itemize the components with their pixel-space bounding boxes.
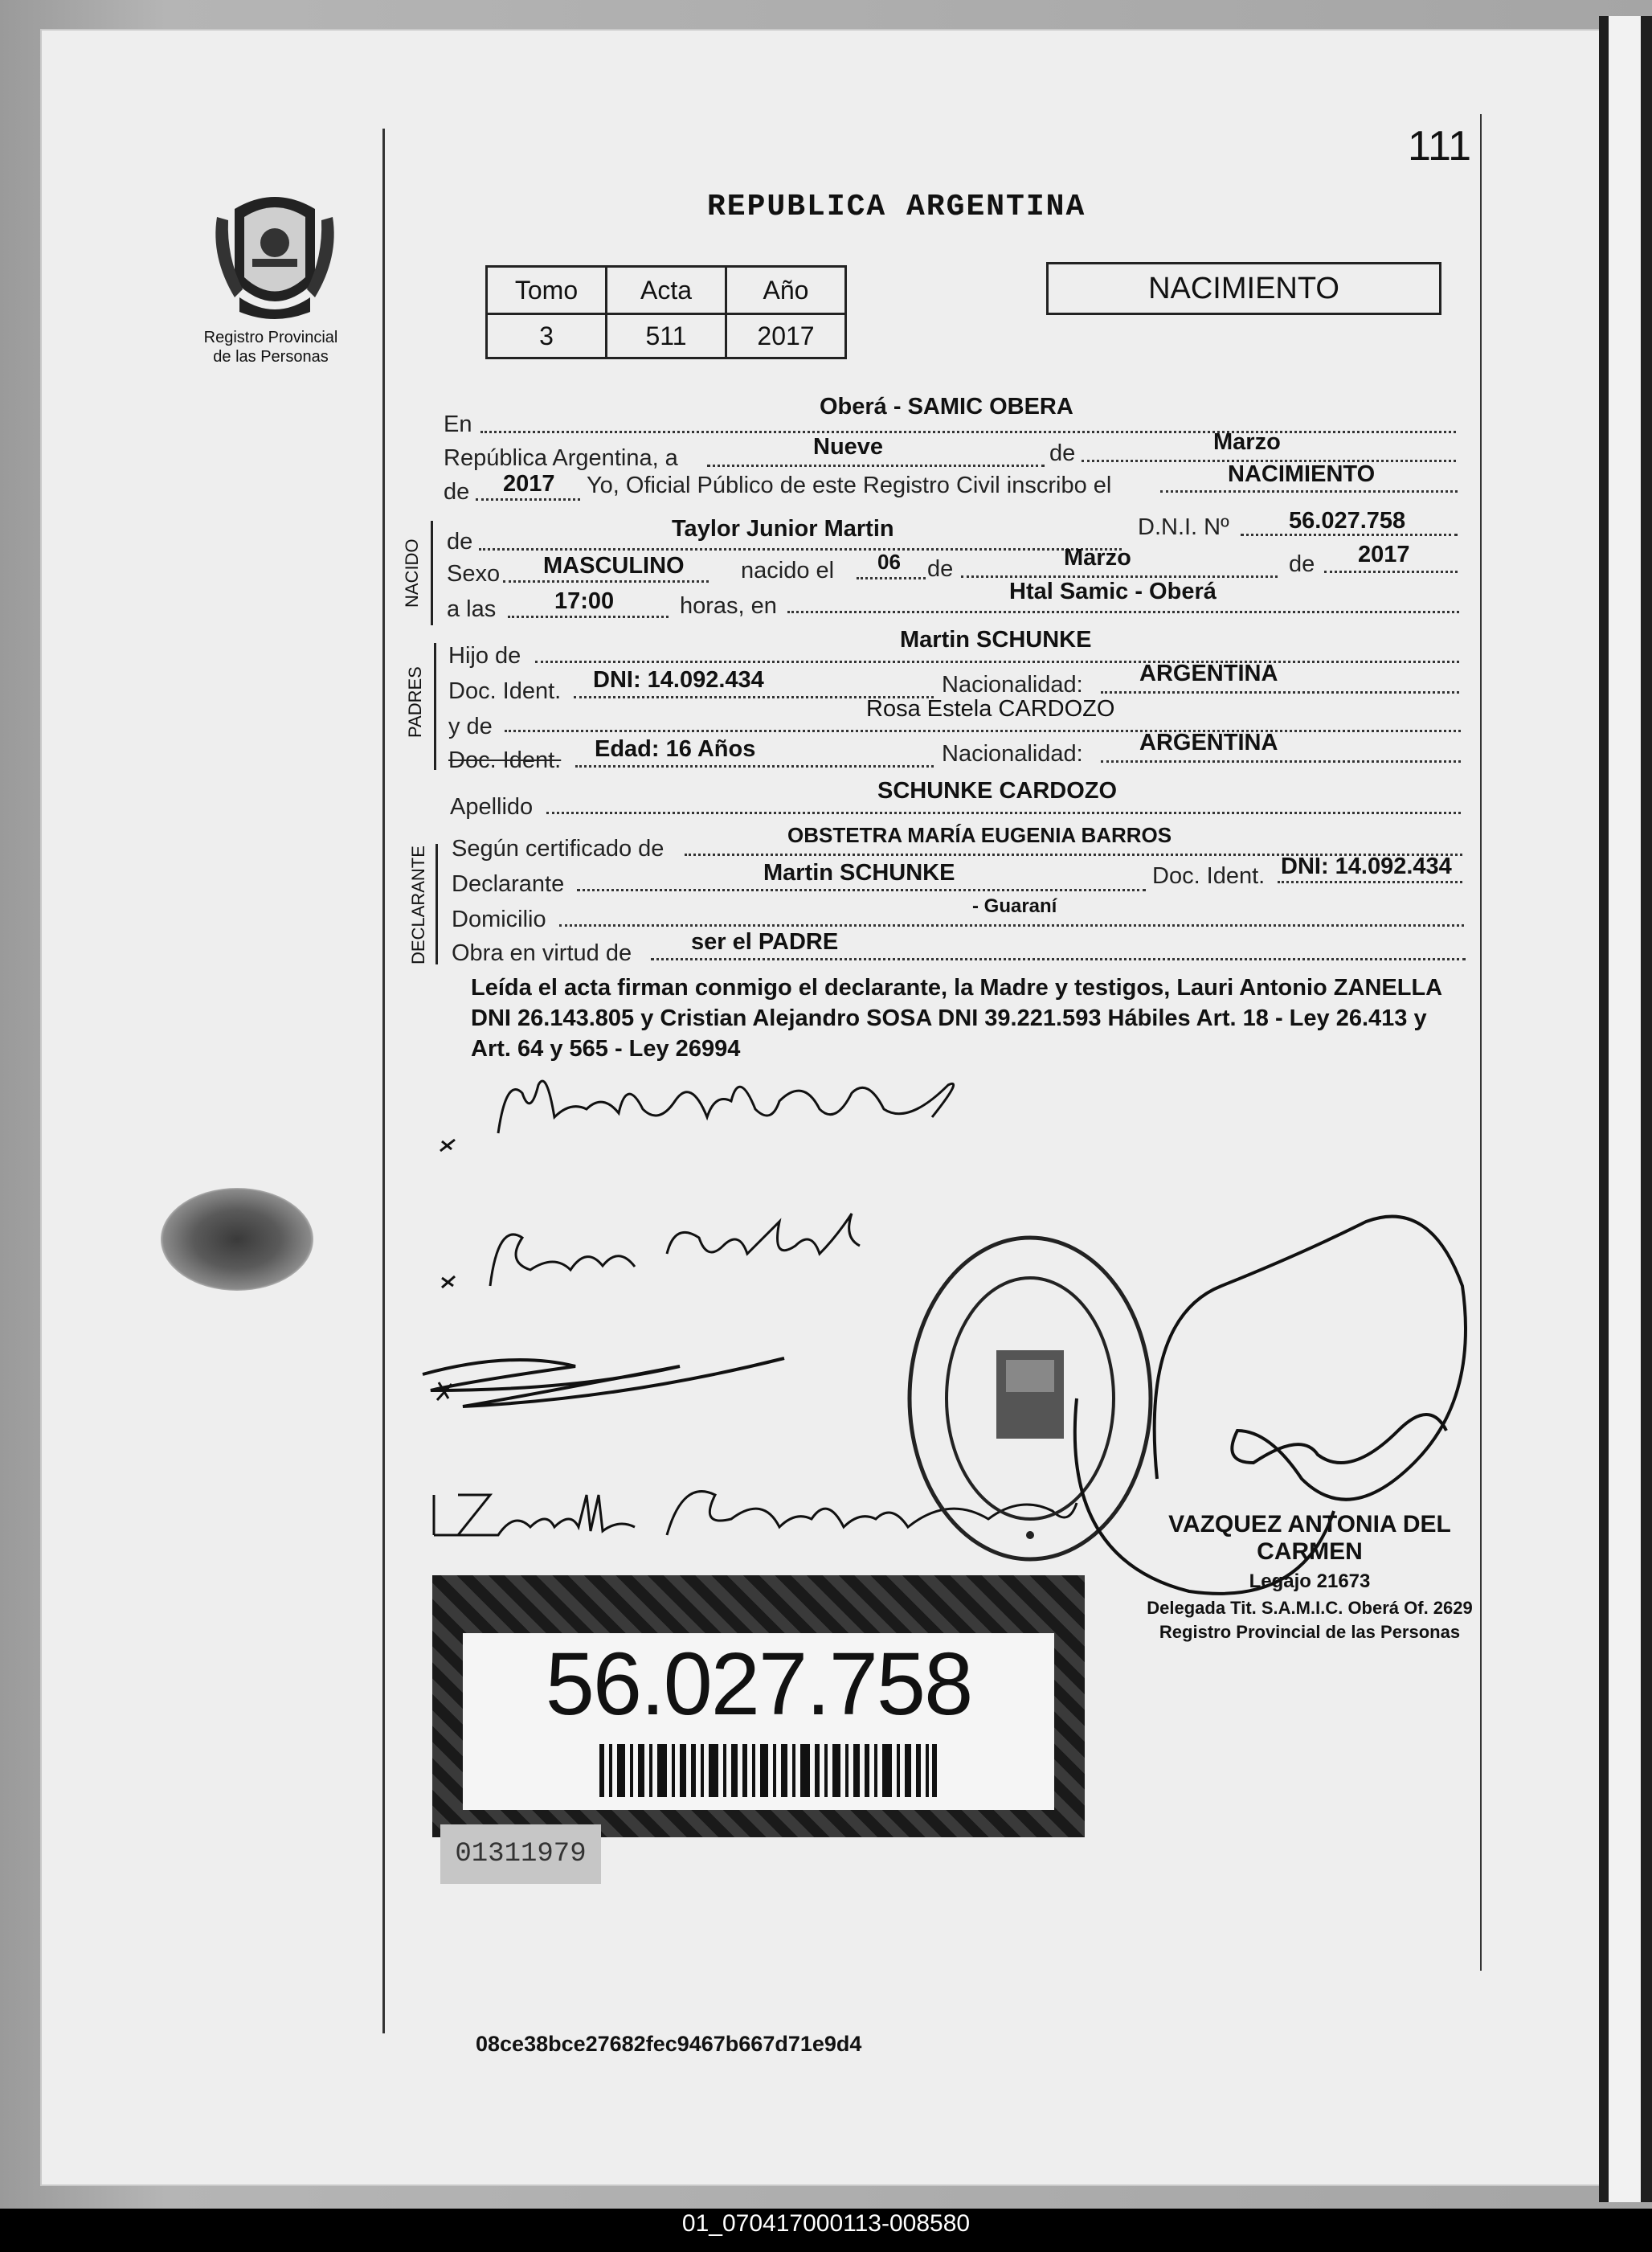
ref-header-tomo: Tomo [487,267,607,314]
time-value: 17:00 [554,588,615,614]
name-label: de [447,529,473,555]
father-value: Martin SCHUNKE [900,627,1092,653]
mother-doc-label: Doc. Ident. [448,747,562,773]
obra-label: Obra en virtud de [452,940,632,966]
sticker-label [463,1633,1054,1810]
day-dots [707,465,1045,467]
horas-label: horas, en [680,593,777,619]
ref-value-tomo: 3 [487,314,607,358]
time-dots [508,616,669,618]
place-dots [787,611,1459,613]
apellido-value: SCHUNKE CARDOZO [877,778,1118,804]
control-number: 01311979 [440,1824,601,1884]
officer-title: Delegada Tit. S.A.M.I.C. Oberá Of. 2629 [1147,1598,1473,1618]
country-title: REPUBLICA ARGENTINA [707,190,1086,224]
ref-header-ano: Año [726,267,846,314]
dni-value: 56.027.758 [1289,508,1406,534]
declarante-dots [577,889,1146,891]
birth-month: Marzo [1064,545,1131,571]
decl-doc-value: DNI: 14.092.434 [1281,854,1452,879]
document-hash: 08ce38bce27682fec9467b667d71e9d4 [476,2032,862,2056]
declarante-value: Martin SCHUNKE [763,860,955,886]
inscribo-dots [1160,490,1458,493]
reference-table [485,265,847,359]
obra-value: ser el PADRE [691,929,839,955]
day-value: Nueve [813,434,884,460]
doc-ident-label: Doc. Ident. [448,678,562,704]
inscribo-value: NACIMIENTO [1228,461,1376,487]
officer-office: Registro Provincial de las Personas [1159,1622,1461,1642]
name-value: Taylor Junior Martin [672,516,894,542]
year-prefix-label: de [444,479,470,505]
office-line-2: de las Personas [213,348,329,366]
mother-nat-dots [1101,760,1461,763]
domicilio-value: - Guaraní [972,895,1057,917]
page-number: 111 [1408,123,1472,170]
obra-dots [651,958,1466,960]
nacido-bracket [431,521,433,625]
coat-of-arms-icon [211,185,339,321]
en-label: En [444,412,472,437]
a-las-label: a las [447,596,497,622]
mother-dots [505,730,1461,732]
republica-label: República Argentina, a [444,445,678,471]
nacido-el-label: nacido el [741,558,835,583]
decl-doc-dots [1278,881,1462,883]
year-dots [476,498,580,501]
father-dots [535,661,1459,663]
barcode-icon [599,1744,937,1797]
nacionalidad-label: Nacionalidad: [942,672,1083,698]
domicilio-dots [559,924,1464,927]
registration-sticker [432,1575,1085,1837]
act-type-box: NACIMIENTO [1046,262,1441,315]
officer-legajo: Legajo 21673 [1249,1570,1371,1592]
declarante-label: Declarante [452,871,565,897]
registration-number: 56.027.758 [545,1635,972,1734]
apellido-label: Apellido [450,794,534,820]
father-nat: ARGENTINA [1139,661,1278,686]
declarante-section-label: DECLARANTE [408,846,428,964]
birth-month-dots [961,575,1278,578]
en-value: Oberá - SAMIC OBERA [820,394,1073,420]
officer-stamp [1125,1511,1495,1643]
place-value: Htal Samic - Oberá [1009,579,1217,604]
birth-day-dots [857,577,926,579]
father-signature [434,1045,996,1173]
mother-nat: ARGENTINA [1139,730,1278,755]
certificado-label: Según certificado de [452,836,664,862]
mother-signature [434,1189,884,1302]
witness-1-signature [415,1334,800,1415]
padres-bracket [434,643,436,770]
right-margin-rule [1480,114,1482,1971]
declarante-bracket [435,844,438,964]
mother-doc-dots [575,765,934,768]
certificado-value: OBSTETRA MARÍA EUGENIA BARROS [787,823,1172,847]
father-doc: DNI: 14.092.434 [593,667,764,693]
ref-header-acta: Acta [607,267,726,314]
left-margin-rule [382,129,385,2033]
birth-year: 2017 [1358,542,1410,567]
sexo-dots [503,580,709,583]
office-line-1: Registro Provincial [203,329,338,346]
mother-doc: Edad: 16 Años [595,736,756,762]
nacido-section-label: NACIDO [402,538,422,608]
de-label: de [1049,440,1076,466]
oficial-text: Yo, Oficial Público de este Registro Civil inscribo el [587,473,1112,498]
birth-de-label: de [927,556,954,582]
ref-value-ano: 2017 [726,314,846,358]
thumbprint [161,1188,313,1291]
closing-statement: Leída el acta firman conmigo el declarante, la Madre y testigos, Lauri Antonio ZANELLA DNI 26.143.805 y Cristian Alejandro SOSA DNI 39.221.593 Hábiles Art. 18 - Ley 26.413 y Art. 64 y 565 - Ley 26994 [471,975,1442,1062]
mother-value: Rosa Estela CARDOZO [866,696,1115,722]
hijo-label: Hijo de [448,643,521,669]
name-dots [479,548,1122,551]
father-nat-dots [1101,691,1459,694]
birth-year-dots [1324,571,1458,573]
next-page-edge [1609,16,1641,2202]
domicilio-label: Domicilio [452,907,546,932]
mother-nat-label: Nacionalidad: [942,741,1083,767]
y-de-label: y de [448,714,493,739]
scan-file-id: 01_070417000113-008580 [681,2210,971,2237]
officer-name: VAZQUEZ ANTONIA DEL CARMEN [1168,1511,1451,1565]
birth-day: 06 [877,550,901,574]
padres-section-label: PADRES [405,666,425,738]
sexo-value: MASCULINO [543,553,685,579]
sexo-label: Sexo [447,561,501,587]
en-dots [480,431,1456,433]
year-value: 2017 [503,471,555,497]
apellido-dots [546,812,1461,814]
issuing-office [186,328,355,366]
month-value: Marzo [1213,429,1281,455]
birth-de2-label: de [1289,551,1315,577]
decl-doc-label: Doc. Ident. [1152,863,1266,889]
ref-value-acta: 511 [607,314,726,358]
dni-label: D.N.I. Nº [1138,514,1229,540]
